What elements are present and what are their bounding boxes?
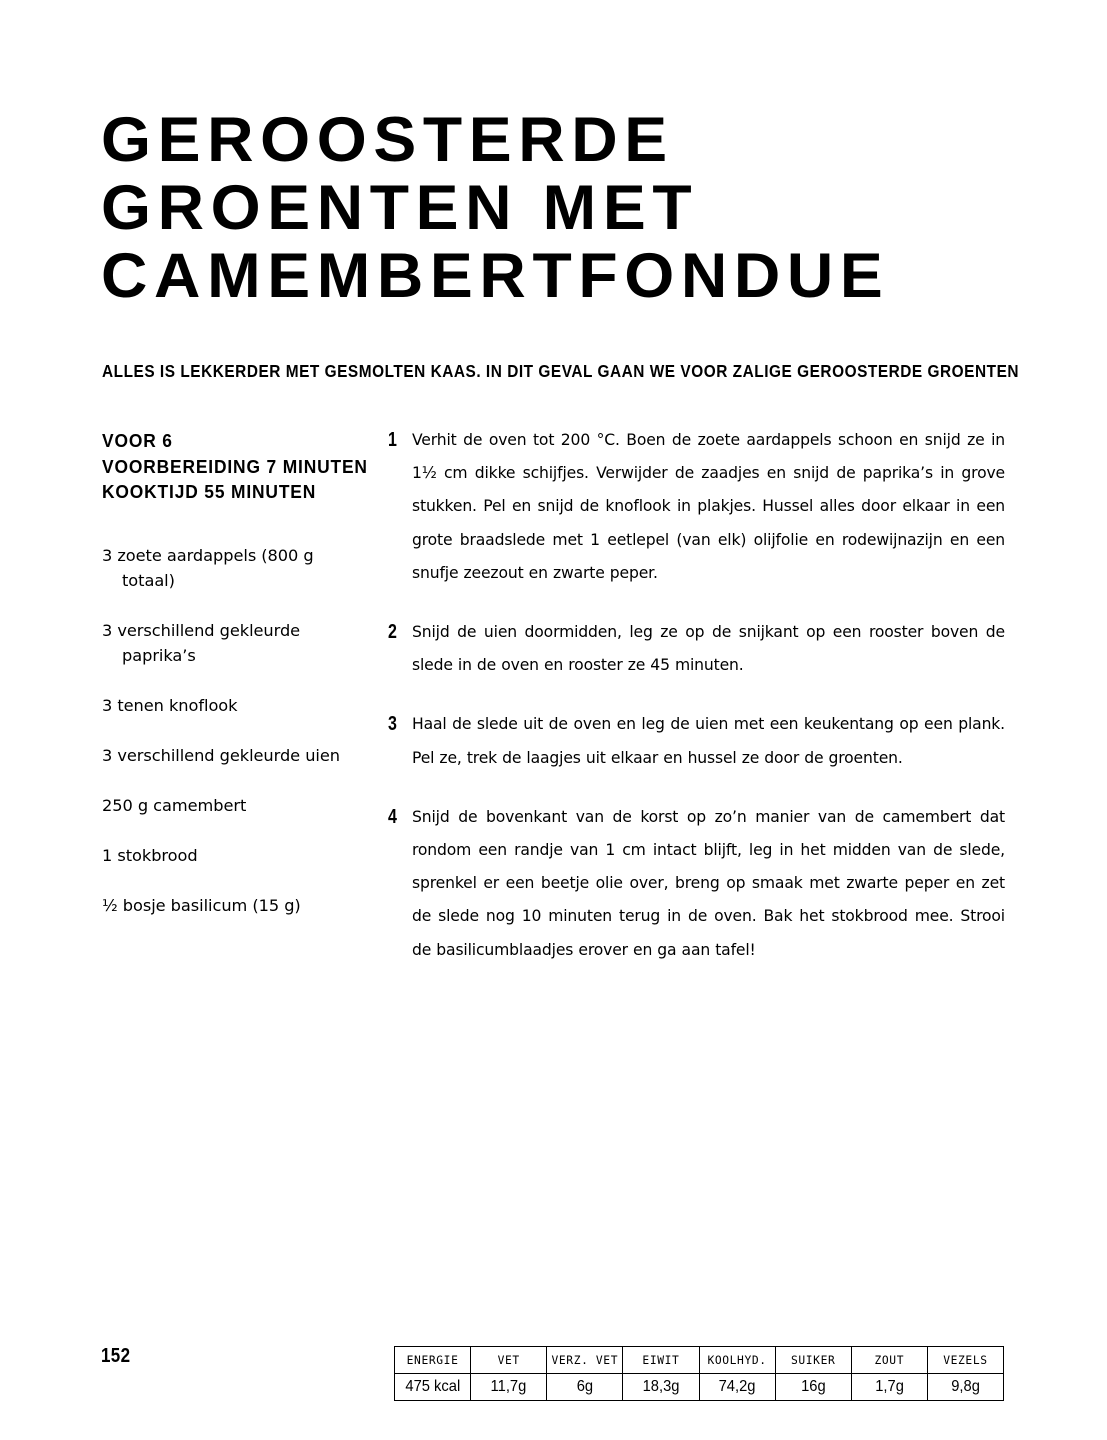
nutrition-value-cell: [851, 1374, 927, 1401]
nutrition-value: 74,2g: [718, 1378, 756, 1395]
ingredients-column: [102, 428, 368, 918]
instruction-step: [388, 616, 1005, 682]
title-line-1: GEROOSTERDE: [101, 105, 674, 175]
nutrition-value-cell: [623, 1374, 699, 1401]
nutrition-value: 475 kcal: [405, 1378, 460, 1395]
nutrition-value: 1,7g: [874, 1378, 904, 1395]
list-item: 3 verschillend gekleurde uien: [102, 745, 340, 765]
step-number: 4: [388, 805, 397, 828]
list-item: 3 verschillend gekleurde paprika’s: [102, 620, 301, 665]
title-line-2: GROENTEN MET: [101, 173, 699, 243]
step-text: Snijd de uien doormidden, leg ze op de snijkant op een rooster boven de slede in de oven en rooster ze 45 minuten.: [412, 623, 1005, 675]
instruction-step: [388, 424, 1005, 590]
page-number: 152: [101, 1345, 131, 1367]
recipe-subtitle: ALLES IS LEKKERDER MET GESMOLTEN KAAS. IN DIT GEVAL GAAN WE VOOR ZALIGE GEROOSTERDE GROENTEN: [102, 361, 1020, 381]
table-row: [395, 1374, 1004, 1401]
step-text: Haal de slede uit de oven en leg de uien met een keukentang op een plank. Pel ze, trek de laagjes uit elkaar en hussel ze door de groenten.: [412, 715, 1005, 767]
title-line-3: CAMEMBERTFONDUE: [101, 241, 890, 311]
nutrition-table: [394, 1346, 1004, 1401]
step-number: 2: [388, 621, 397, 644]
page-title: [101, 106, 1001, 310]
step-number: 3: [388, 713, 397, 736]
nutrition-header-cell: EIWIT: [623, 1347, 699, 1374]
nutrition-value-cell: [699, 1374, 775, 1401]
nutrition-value-cell: [547, 1374, 623, 1401]
nutrition-value: 6g: [576, 1378, 593, 1395]
nutrition-header-cell: VET: [471, 1347, 547, 1374]
nutrition-value-cell: [927, 1374, 1003, 1401]
step-text: Snijd de bovenkant van de korst op zo’n manier van de camembert dat rondom een randje van 1 cm intact blijft, leg in het midden van de slede, sprenkel er een beetje olie over, breng op smaak met zwarte peper en zet de slede nog 10 minuten terug in de oven. Bak het stokbrood mee. Strooi de basilicumblaadjes erover en ga aan tafel!: [412, 807, 1005, 959]
list-item: 3 tenen knoflook: [102, 695, 238, 715]
instructions-list: [388, 424, 1005, 967]
list-item: 250 g camembert: [102, 795, 247, 815]
nutrition-header-cell: ENERGIE: [395, 1347, 471, 1374]
instruction-step: [388, 801, 1005, 967]
nutrition-value: 16g: [800, 1378, 826, 1395]
nutrition-table-container: [394, 1346, 1004, 1401]
nutrition-header-cell: VERZ. VET: [547, 1347, 623, 1374]
step-text: Verhit de oven tot 200 °C. Boen de zoete aardappels schoon en snijd ze in 1½ cm dikke schijfjes. Verwijder de zaadjes en snijd de paprika’s in grove stukken. Pel en snijd de knoflook in plakjes. Hussel alles door elkaar in een grote braadslede met 1 eetlepel (van elk) olijfolie en rodewijnazijn en een snufje zeezout en zwarte peper.: [412, 431, 1005, 582]
nutrition-value-cell: [775, 1374, 851, 1401]
list-item: 1 stokbrood: [102, 845, 198, 865]
nutrition-value: 9,8g: [951, 1378, 980, 1395]
list-item: 3 zoete aardappels (800 g totaal): [102, 545, 314, 590]
nutrition-value: 18,3g: [642, 1378, 680, 1395]
meta-prep-time: VOORBEREIDING 7 MINUTEN: [102, 455, 368, 477]
nutrition-value-cell: [395, 1374, 471, 1401]
ingredients-list: [102, 543, 364, 918]
nutrition-value: 11,7g: [490, 1378, 527, 1395]
nutrition-header-cell: ZOUT: [851, 1347, 927, 1374]
list-item: ½ bosje basilicum (15 g): [102, 895, 301, 915]
nutrition-header-cell: VEZELS: [927, 1347, 1003, 1374]
nutrition-header-cell: KOOLHYD.: [699, 1347, 775, 1374]
meta-servings: VOOR 6: [102, 430, 173, 451]
step-number: 1: [388, 429, 397, 451]
meta-cook-time: KOOKTIJD 55 MINUTEN: [102, 481, 317, 502]
table-row-header: [395, 1347, 1004, 1374]
instruction-step: [388, 708, 1005, 774]
nutrition-value-cell: [471, 1374, 547, 1401]
nutrition-header-cell: SUIKER: [775, 1347, 851, 1374]
